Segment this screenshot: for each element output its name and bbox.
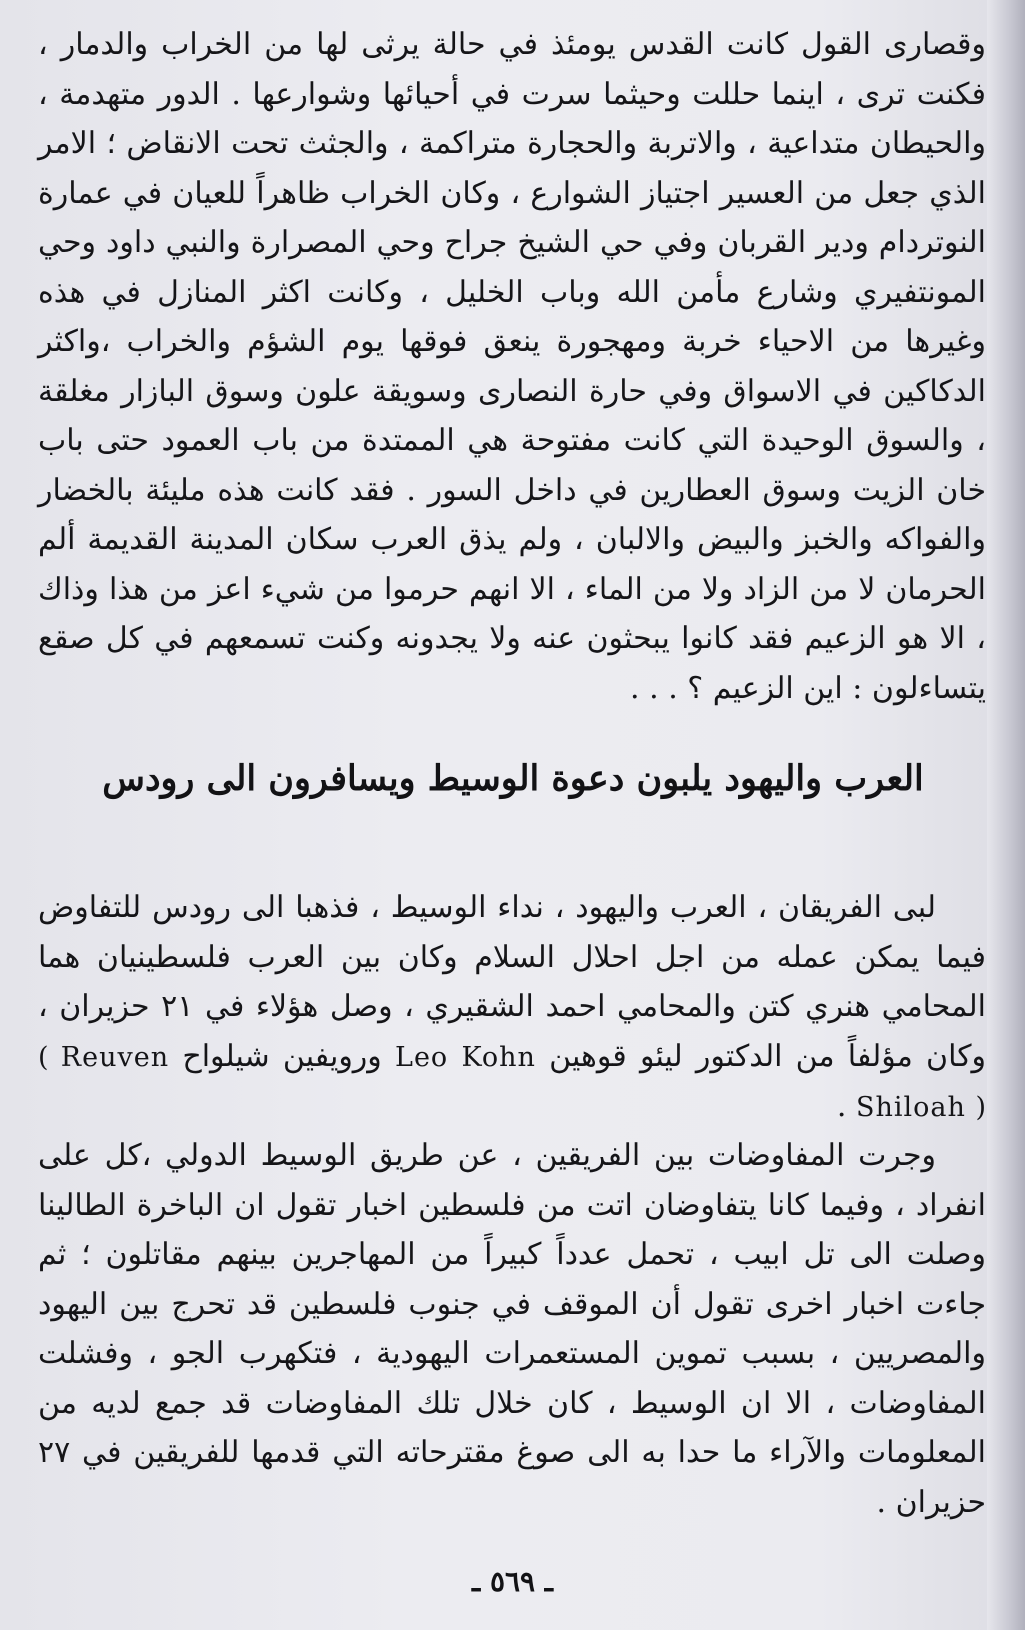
page-number: ـ ٥٦٩ ـ [471, 1565, 554, 1598]
body-paragraph-3 [38, 1131, 986, 1527]
body-paragraph-1 [38, 20, 986, 713]
paragraph-2-main: لبى الفريقان ، العرب واليهود ، نداء الوسيط ، فذهبا الى رودس للتفاوض فيما يمكن عمله من اجل احلال السلام وكان بين العرب فلسطينيان هما المحامي هنري كتن والمحامي احمد الشقيري ، وصل هؤلاء في ٢١ حزيران ، وكان مؤلفاً من الدكتور ليئو قوهين [38, 890, 986, 1074]
binding-gutter [987, 0, 1025, 1630]
paragraph-2-text [38, 883, 986, 1133]
paragraph-2-connector: ورويفين شيلواح [182, 1038, 382, 1074]
paragraph-1-text: وقصارى القول كانت القدس يومئذ في حالة يرثى لها من الخراب والدمار ، فكنت ترى ، اينما حللت وحيثما سرت في أحيائها وشوارعها . الدور متهدمة ، والحيطان متداعية ، والاتربة والحجارة متراكمة ، والجثث تحت الانقاض ؛ الامر الذي جعل من العسير اجتياز الشوارع ، وكان الخراب ظاهراً للعيان في عمارة النوتردام ودير القربان وفي حي الشيخ جراح وحي المصرارة والنبي داود وحي المونتفيري وشارع مأمن الله وباب الخليل ، وكانت اكثر المنازل في هذه وغيرها من الاحياء خربة ومهجورة ينعق فوقها يوم الشؤم والخراب ،واكثر الدكاكين في الاسواق وفي حارة النصارى وسويقة علون وسوق البازار مغلقة ، والسوق الوحيدة التي كانت مفتوحة هي الممتدة من باب العمود حتى باب خان الزيت وسوق العطارين في داخل السور . فقد كانت هذه مليئة بالخضار والفواكه والخبز والبيض والالبان ، ولم يذق العرب سكان المدينة القديمة ألم الحرمان لا من الزاد ولا من الماء ، الا انهم حرموا من شيء اعز من هذا وذاك ، الا هو الزعيم فقد كانوا يبحثون عنه ولا يجدونه وكنت تسمعهم في كل صقع يتساءلون : اين الزعيم ؟ . . . [38, 27, 986, 706]
body-paragraph-2 [38, 883, 986, 1133]
paragraph-2-end: . [836, 1089, 847, 1124]
paragraph-3-text: وجرت المفاوضات بين الفريقين ، عن طريق الوسيط الدولي ،كل على انفراد ، وفيما كانا يتفاوضان اتت من فلسطين اخبار تقول ان الباخرة الطالينا وصلت الى تل ابيب ، تحمل عدداً كبيراً من المهاجرين بينهم مقاتلون ؛ ثم جاءت اخبار اخرى تقول أن الموقف في جنوب فلسطين قد تحرج بين اليهود والمصريين ، بسبب تموين المستعمرات اليهودية ، فتكهرب الجو ، وفشلت المفاوضات ، الا ان الوسيط ، كان خلال تلك المفاوضات قد جمع لديه من المعلومات والآراء ما حدا به الى صوغ مقترحاته التي قدمها للفريقين في ٢٧ حزيران . [38, 1138, 986, 1520]
section-heading: العرب واليهود يلبون دعوة الوسيط ويسافرون الى رودس [102, 758, 924, 799]
latin-name-leo-kohn: Leo Kohn [395, 1041, 536, 1073]
latin-name-reuven-shiloah: ( Reuven Shiloah ) [38, 1041, 986, 1123]
